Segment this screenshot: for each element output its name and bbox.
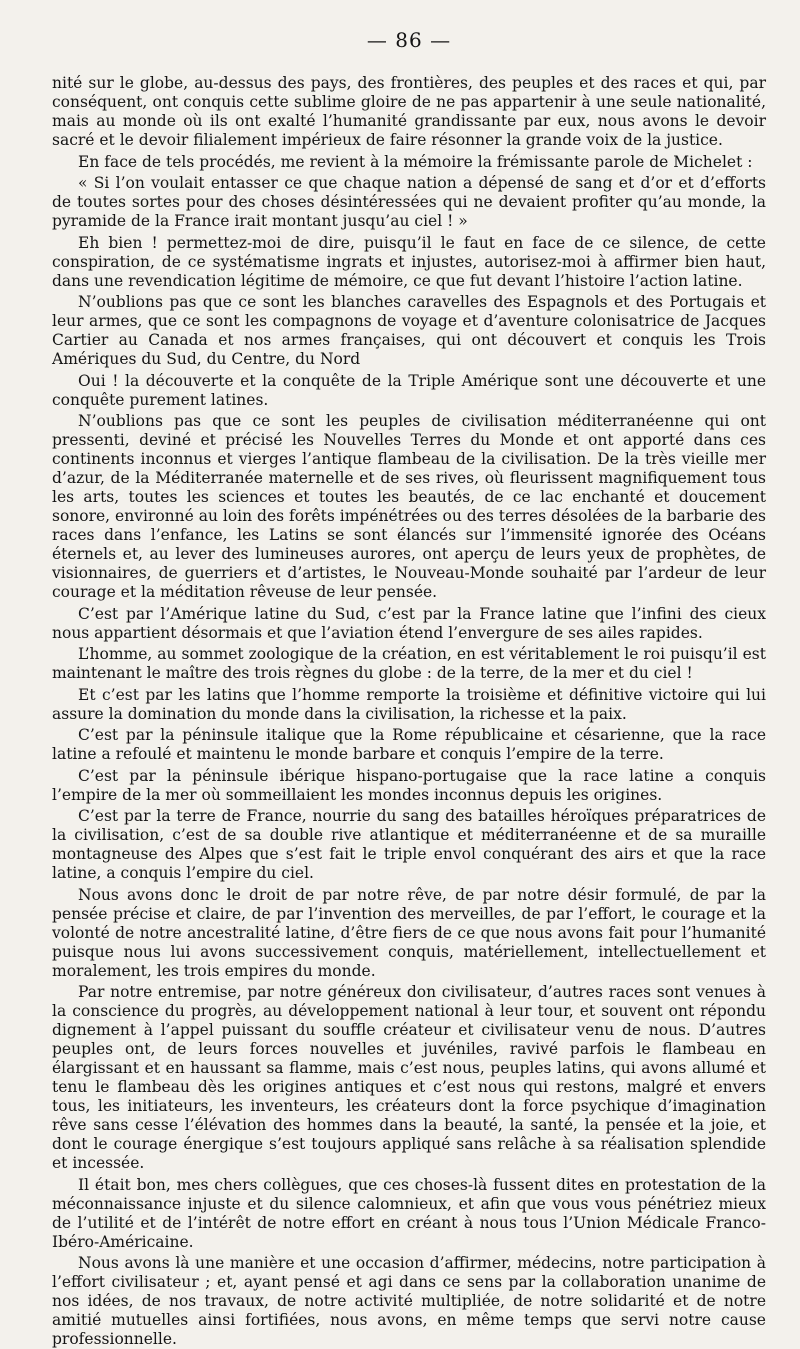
paragraph: Eh bien ! permettez-moi de dire, puisqu’il le faut en face de ce silence, de cette conspiration, de ce systématisme ingrats et injustes, autorisez-moi à affirmer bien haut, dans une revendication légitime de mémoire, ce que fut devant l’histoire l’action latine. [52, 233, 766, 290]
page-number: — 86 — [366, 28, 452, 52]
paragraph: Et c’est par les latins que l’homme remporte la troisième et définitive victoire qui lui assure la domination du monde dans la civilisation, la richesse et la paix. [52, 685, 766, 723]
paragraph: Par notre entremise, par notre généreux don civilisateur, d’autres races sont venues à la conscience du progrès, au développement national à leur tour, et souvent ont répondu dignement à l’appel puissant du souffle créateur et civilisateur venu de nous. D’autres peuples ont, de leurs forces nouvelles et juvéniles, ravivé parfois le flambeau en élargissant et en haussant sa flamme, mais c’est nous, peuples latins, qui avons allumé et tenu le flambeau dès les origines antiques et c’est nous qui restons, malgré et envers tous, les initiateurs, les inventeurs, les créateurs dont la force psychique d’imagination rêve sans cesse l’élévation des hommes dans la beauté, la santé, la pensée et la joie, et dont le courage énergique s’est toujours appliqué sans relâche à sa réalisation splendide et incessée. [52, 983, 766, 1172]
paragraph: C’est par la péninsule italique que la Rome républicaine et césarienne, que la race latine a refoulé et maintenu le monde barbare et conquis l’empire de la terre. [52, 726, 766, 763]
paragraph: Nous avons donc le droit de par notre rêve, de par notre désir formulé, de par la pensée précise et claire, de par l’invention des merveilles, de par l’effort, le courage et la volonté de notre ancestralité latine, d’être fiers de ce que nous avons fait pour l’humanité puisque nous lui avons successivement conquis, matériellement, intellectuellement et moralement, les trois empires du monde. [52, 885, 766, 980]
paragraph: L’homme, au sommet zoologique de la création, en est véritablement le roi puisqu’il est maintenant le maître des trois règnes du globe : de la terre, de la mer et du ciel ! [52, 645, 766, 682]
paragraph: Il était bon, mes chers collègues, que ces choses-là fussent dites en protestation de la méconnaissance injuste et du silence calomnieux, et afin que vous vous pénétriez mieux de l’utilité et de l’intérêt de notre effort en créant à nous tous l’Union Médicale Franco-Ibéro-Américaine. [52, 1175, 766, 1251]
body-text [52, 74, 766, 1349]
paragraph: C’est par l’Amérique latine du Sud, c’est par la France latine que l’infini des cieux nous appartient désormais et que l’aviation étend l’envergure de ses ailes rapides. [52, 604, 766, 642]
paragraph: Nous avons là une manière et une occasion d’affirmer, médecins, notre participation à l’effort civilisateur ; et, ayant pensé et agi dans ce sens par la collaboration unanime de nos idées, de nos travaux, de notre activité multipliée, de notre solidarité et de notre amitié mutuelles ainsi fortifiées, nous avons, en même temps que servi notre cause professionnelle. [52, 1254, 766, 1348]
paragraph: En face de tels procédés, me revient à la mémoire la frémissante parole de Michelet : [78, 152, 753, 171]
quotation-paragraph: « Si l’on voulait entasser ce que chaque nation a dépensé de sang et d’or et d’efforts de toutes sortes pour des choses désintéressées qui ne devaient profiter qu’au monde, la pyramide de la France irait montant jusqu’au ciel ! » [52, 174, 766, 230]
paragraph: C’est par la péninsule ibérique hispano-portugaise que la race latine a conquis l’empire de la mer où sommeillaient les mondes inconnus depuis les origines. [52, 766, 766, 804]
paragraph: N’oublions pas que ce sont les blanches caravelles des Espagnols et des Portugais et leur armes, que ce sont les compagnons de voyage et d’aventure colonisatrice de Jacques Cartier au Canada et nos armes françaises, qui ont découvert et conquis les Trois Amériques du Sud, du Centre, du Nord [52, 293, 766, 368]
paragraph: C’est par la terre de France, nourrie du sang des batailles héroïques préparatrices de la civilisation, c’est de sa double rive atlantique et méditerranéenne et de sa muraille montagneuse des Alpes que s’est fait le triple envol conquérant des airs et que la race latine, a conquis l’empire du ciel. [52, 807, 766, 882]
paragraph: Oui ! la découverte et la conquête de la Triple Amérique sont une découverte et une conquête purement latines. [52, 371, 766, 409]
paragraph: nité sur le globe, au-dessus des pays, des frontières, des peuples et des races et qui, par conséquent, ont conquis cette sublime gloire de ne pas appartenir à une seule nationalité, mais au monde où ils ont exalté l’humanité grandissante par eux, nous avons le devoir sacré et le devoir filialement impérieux de faire résonner la grande voix de la justice. [52, 74, 766, 149]
paragraph: N’oublions pas que ce sont les peuples de civilisation méditerranéenne qui ont pressenti, deviné et précisé les Nouvelles Terres du Monde et ont apporté dans ces continents inconnus et vierges l’antique flambeau de la civilisation. De la très vieille mer d’azur, de la Méditerranée maternelle et de ses rives, où fleurissent magnifiquement tous les arts, toutes les sciences et toutes les beautés, de ce lac enchanté et doucement sonore, environné au loin des forêts impénétrées ou des terres désolées de la barbarie des races dans l’enfance, les Latins se sont élancés sur l’immensité ignorée des Océans éternels et, au lever des lumineuses aurores, ont aperçu de leurs yeux de prophètes, de visionnaires, de guerriers et d’artistes, le Nouveau-Monde souhaité par l’ardeur de leur courage et la méditation rêveuse de leur pensée. [52, 412, 766, 601]
